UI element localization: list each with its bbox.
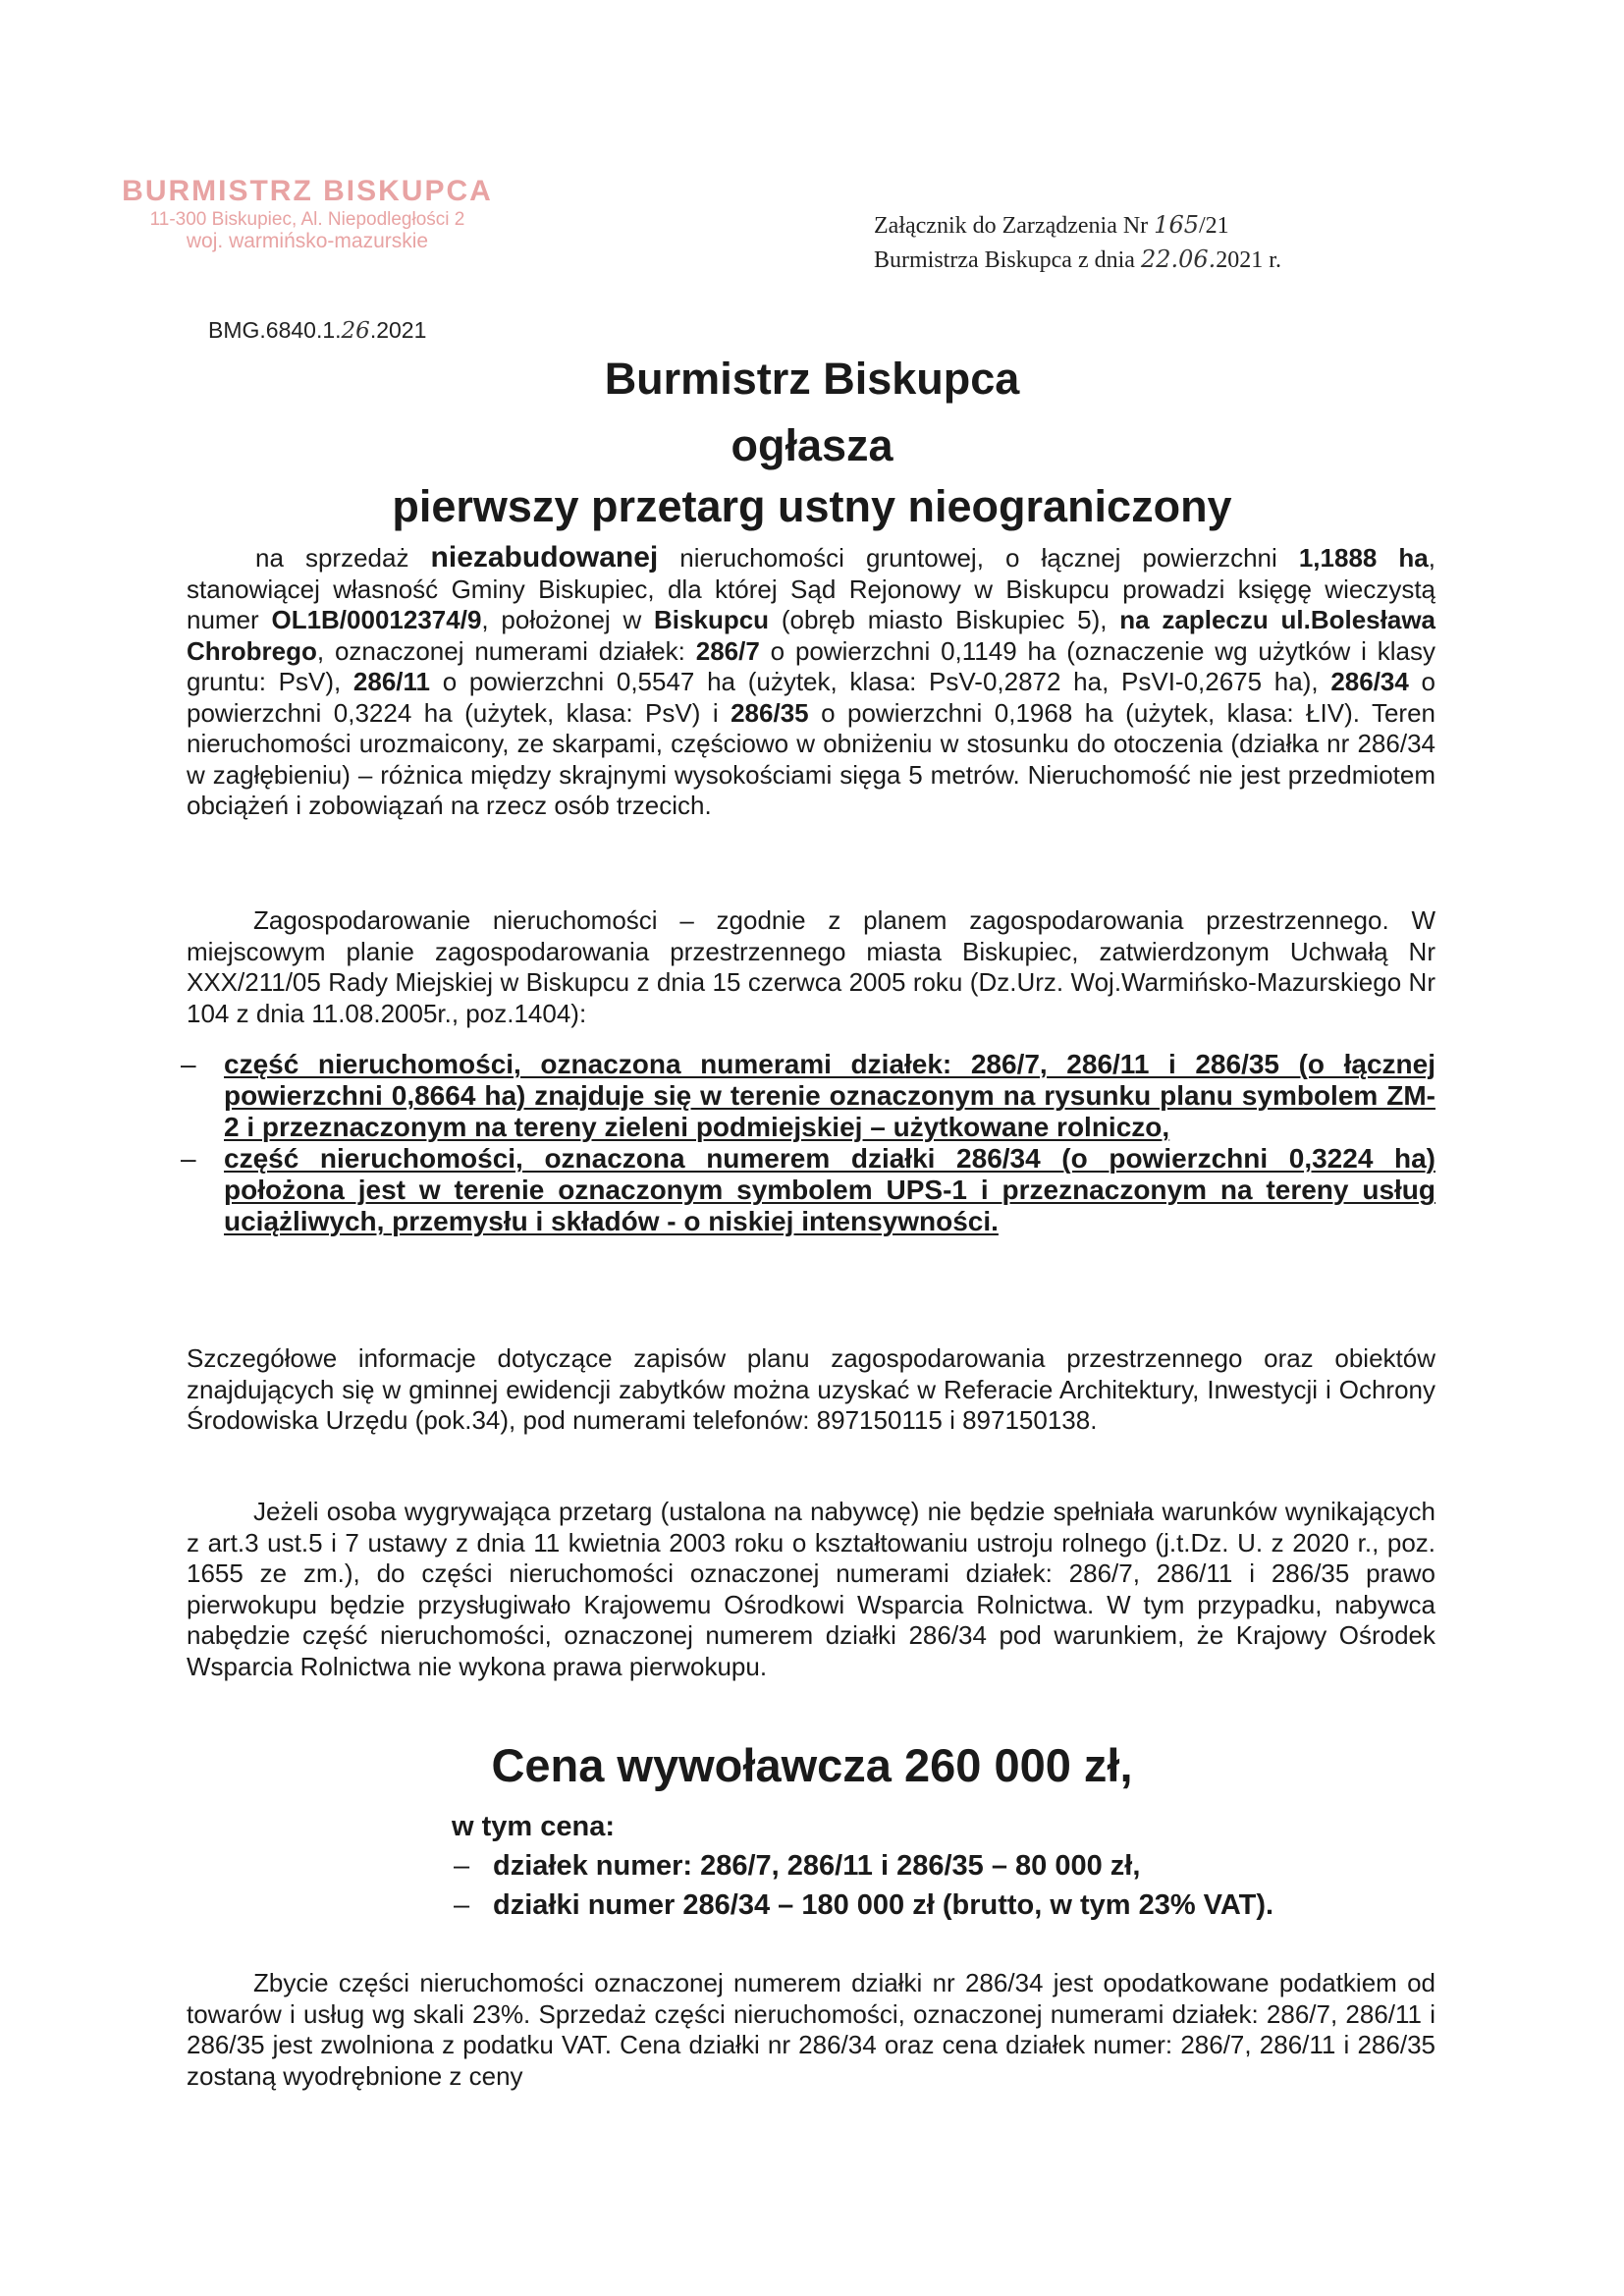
price-breakdown [452,1807,1273,1925]
paragraph-details: Szczegółowe informacje dotyczące zapisów planu zagospodarowania przestrzennego oraz obiektów znajdujących się w gminnej ewidencji zabytków można uzyskać w Referacie Architektury, Inwestycji i Ochrony Środowiska Urzędu (pok.34), pod numerami telefonów: 897150115 i 897150138. [187,1343,1435,1435]
paragraph-property-description [187,542,1435,822]
list-dash: – [454,1850,470,1882]
price-item [452,1846,1273,1886]
office-stamp [111,175,504,253]
text: o powierzchni 0,1968 ha (użytek, klasa: ŁIV). Teren nieruchomości urozmaicony, ze skarpami, częściowo w obniżeniu w stosunku do otoczenia (działka nr 286/34 w zagłębieniu) – różnica między skrajnymi wysokościami sięga 5 metrów. Nieruchomość nie jest przedmiotem obciążeń i zobowiązań na rzecz osób trzecich. [187,697,1436,820]
price-item-text: działki numer 286/34 – 180 000 zł (brutto, w tym 23% VAT). [493,1889,1274,1921]
text-bold: 286/34 [1330,667,1409,696]
text-bold: OL1B/00012374/9 [271,605,482,634]
attachment-prefix: Załącznik do Zarządzenia Nr [874,213,1149,239]
stamp-line-2: 11-300 Biskupiec, Al. Niepodległości 2 [149,208,465,230]
stamp-line-3: woj. warmińsko-mazurskie [186,230,429,253]
text: o powierzchni 0,1149 ha (oznaczenie wg użytków i klasy gruntu: PsV), [187,635,1435,696]
paragraph-zoning: Zagospodarowanie nieruchomości – zgodnie z planem zagospodarowania przestrzennego. W miejscowym planie zagospodarowania przestrzennego miasta Biskupiec, zatwierdzonym Uchwałą Nr XXX/211/05 Rady Miejskiej w Biskupcu z dnia 15 czerwca 2005 roku (Dz.Urz. Woj.Warmińsko-Mazurskiego Nr 104 z dnia 11.08.2005r., poz.1404): [187,905,1435,1028]
list-item [175,1049,1435,1143]
text-bold: niezabudowanej [430,541,659,574]
stamp-line-1: BURMISTRZ BISKUPCA [122,175,493,207]
list-dash: – [454,1889,470,1921]
text-bold: 1,1888 ha [1298,543,1429,573]
paragraph-preemption: Jeżeli osoba wygrywająca przetarg (ustalona na nabywcę) nie będzie spełniała warunków wynikających z art.3 ust.5 i 7 ustawy z dnia 11 kwietnia 2003 roku o kształtowaniu ustroju rolnego (j.t.Dz. U. z 2020 r., poz. 1655 ze zm.), do części nieruchomości oznaczonej numerami działek: 286/7, 286/11 i 286/35 prawo pierwokupu będzie przysługiwało Krajowemu Ośrodkowi Wsparcia Rolnictwa. W tym przypadku, nabywca nabędzie część nieruchomości, oznaczonej numerem działki 286/34 pod warunkiem, że Krajowy Ośrodek Wsparcia Rolnictwa nie wykona prawa pierwokupu. [187,1497,1435,1681]
text-bold: 286/35 [731,697,809,728]
text-bold: 286/11 [352,667,431,696]
text-bold: na zapleczu ul.Bolesława Chrobrego [187,605,1436,666]
list-item-text: część nieruchomości, oznaczona numerem działki 286/34 (o powierzchni 0,3224 ha) położona jest w terenie oznaczonym symbolem UPS-1 i przeznaczonym na tereny usług uciążliwych, przemysłu i składów - o niskiej intensywności. [224,1143,1435,1236]
starting-price: Cena wywoławcza 260 000 zł, [491,1739,1133,1791]
text-bold: Biskupcu [654,605,770,634]
order-date-year: 2021 r. [1216,247,1281,273]
paragraph-vat: Zbycie części nieruchomości oznaczonej numerem działki nr 286/34 jest opodatkowane podatkiem od towarów i usług wg skali 23%. Sprzedaż części nieruchomości, oznaczonej numerami działek: 286/7, 286/11 i 286/35 jest zwolniona z podatku VAT. Cena działki nr 286/34 oraz cena działek numer: 286/7, 286/11 i 286/35 zostaną wyodrębnione z ceny [187,1968,1435,2091]
attachment-note [874,208,1424,277]
text: , położonej w [481,605,655,634]
heading-authority: Burmistrz Biskupca [604,354,1020,404]
text: , stanowiącej własność Gminy Biskupiec, dla której Sąd Rejonowy w Biskupcu prowadzi księgę wieczystą numer [187,543,1435,634]
text: , oznaczonej numerami działek: [316,635,696,666]
list-dash: – [181,1049,196,1079]
price-item [452,1886,1273,1925]
text-bold: 286/7 [695,635,760,666]
text: na sprzedaż [255,543,431,573]
order-number: 165 [1154,211,1199,239]
list-dash: – [181,1143,196,1174]
reference-number [208,317,426,344]
text: nieruchomości gruntowej, o łącznej powierzchni [658,543,1299,573]
list-item-text: część nieruchomości, oznaczona numerami działek: 286/7, 286/11 i 286/35 (o łącznej powierzchni 0,8664 ha) znajduje się w terenie oznaczonym na rysunku planu symbolem ZM-2 i przeznaczonym na tereny zieleni podmiejskiej – użytkowane rolniczo, [224,1049,1435,1142]
order-year: /21 [1198,213,1229,239]
attachment-line-1 [874,208,1424,243]
order-date: 22.06. [1140,246,1217,273]
reference-handwritten: 26 [341,318,370,344]
heading-announces: ogłasza [731,420,893,470]
text: o powierzchni 0,5547 ha (użytek, klasa: PsV-0,2872 ha, PsVI-0,2675 ha), [430,667,1331,696]
reference-suffix: .2021 [369,317,427,343]
attachment-date-prefix: Burmistrza Biskupca z dnia [874,247,1135,273]
list-item [175,1143,1435,1237]
text: o powierzchni 0,3224 ha (użytek, klasa: PsV) i [187,667,1436,728]
reference-prefix: BMG.6840.1. [208,317,342,343]
attachment-line-2 [874,243,1424,277]
price-breakdown-label: w tym cena: [452,1811,615,1842]
zoning-list [175,1049,1435,1237]
text: (obręb miasto Biskupiec 5), [769,605,1120,634]
heading-tender: pierwszy przetarg ustny nieograniczony [392,481,1232,531]
price-item-text: działek numer: 286/7, 286/11 i 286/35 – 80 000 zł, [493,1850,1141,1882]
